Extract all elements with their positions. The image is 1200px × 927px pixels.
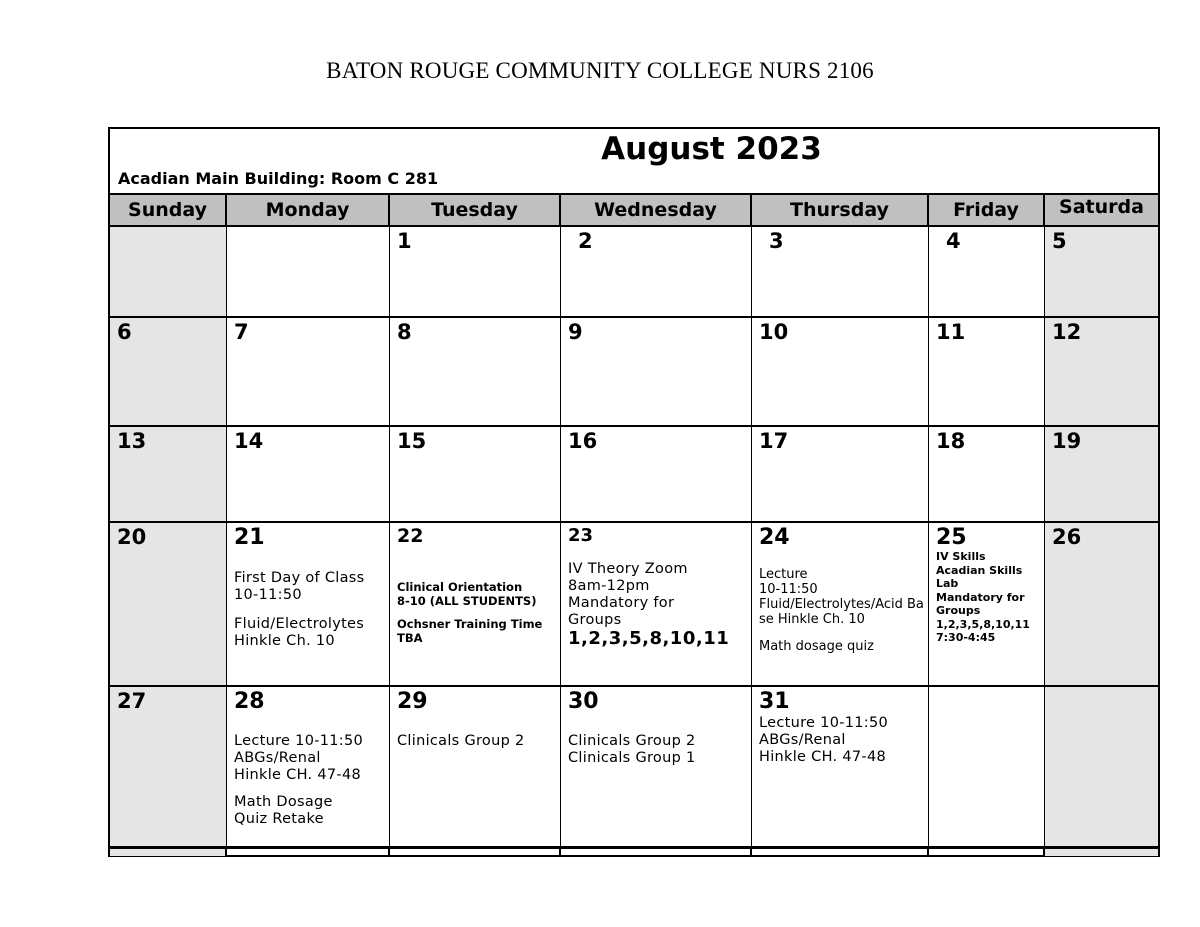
weekday-tuesday: Tuesday: [390, 195, 561, 227]
day-number: 20: [117, 525, 147, 549]
day-cell-aug-10: [752, 318, 929, 427]
event-line: Hinkle CH. 47-48: [759, 749, 887, 765]
day-cell-aug-16: [561, 427, 752, 523]
day-cell-aug-3: [752, 227, 929, 318]
day-events: [936, 550, 1040, 645]
day-number: 15: [397, 429, 427, 453]
day-cell-aug-26: [1045, 523, 1158, 687]
strip-segment: [390, 849, 561, 856]
day-cell-empty: [1045, 687, 1158, 848]
day-number: 21: [234, 525, 265, 550]
day-cell-empty: [110, 227, 227, 318]
event-line: First Day of Class: [234, 570, 365, 586]
day-number: 2: [578, 229, 593, 253]
day-number: 30: [568, 689, 599, 714]
day-number: 9: [568, 320, 583, 344]
day-number: 4: [946, 229, 961, 253]
location-label: Acadian Main Building: Room C 281: [118, 169, 439, 188]
day-cell-aug-12: [1045, 318, 1158, 427]
day-number: 11: [936, 320, 966, 344]
day-events: [234, 570, 385, 650]
weekday-friday: Friday: [929, 195, 1045, 227]
day-cell-aug-15: [390, 427, 561, 523]
strip-segment: [752, 849, 929, 856]
calendar-header: [110, 129, 1158, 195]
day-cell-empty: [929, 687, 1045, 848]
day-number: 6: [117, 320, 132, 344]
day-number: 19: [1052, 429, 1082, 453]
event-line: Lecture: [759, 567, 808, 582]
event-line: 8-10 (ALL STUDENTS): [397, 594, 537, 608]
day-cell-aug-31: [752, 687, 929, 848]
event-line: ABGs/Renal: [234, 750, 321, 766]
weekday-monday: Monday: [227, 195, 390, 227]
day-number: 28: [234, 689, 265, 714]
day-number: 27: [117, 689, 147, 713]
day-cell-aug-7: [227, 318, 390, 427]
day-number: 10: [759, 320, 789, 344]
event-line: Hinkle Ch. 10: [234, 633, 335, 649]
day-cell-aug-17: [752, 427, 929, 523]
event-line: Fluid/Electrolytes: [234, 616, 365, 632]
event-line: Math Dosage Quiz Retake: [234, 794, 333, 827]
day-cell-aug-5: [1045, 227, 1158, 318]
strip-segment: [561, 849, 752, 856]
table-bottom-strip: [110, 848, 1158, 856]
strip-segment: [227, 849, 390, 856]
day-events: [759, 567, 924, 654]
event-line: Acadian Skills: [936, 563, 1023, 577]
day-number: 24: [759, 525, 790, 550]
day-cell-aug-25: [929, 523, 1045, 687]
event-line: TBA: [397, 631, 423, 645]
event-line: 8am-12pm: [568, 578, 650, 594]
event-line: Math dosage quiz: [759, 639, 874, 654]
day-cell-aug-21: [227, 523, 390, 687]
event-line: 1,2,3,5,8,10,11: [568, 628, 730, 649]
day-number: 18: [936, 429, 966, 453]
event-line: Groups: [936, 604, 981, 617]
weekday-saturday: Saturda: [1045, 195, 1158, 227]
day-cell-aug-14: [227, 427, 390, 523]
event-line: Hinkle CH. 47-48: [234, 767, 362, 783]
day-number: 22: [397, 525, 424, 547]
day-cell-aug-4: [929, 227, 1045, 318]
day-number: 26: [1052, 525, 1082, 549]
calendar-table: [108, 127, 1160, 857]
day-number: 25: [936, 525, 967, 550]
weekday-sunday: Sunday: [110, 195, 227, 227]
day-cell-aug-23: [561, 523, 752, 687]
day-cell-aug-2: [561, 227, 752, 318]
event-line: Mandatory for: [568, 595, 675, 611]
day-number: 7: [234, 320, 249, 344]
day-number: 13: [117, 429, 147, 453]
day-cell-aug-9: [561, 318, 752, 427]
day-cell-aug-29: [390, 687, 561, 848]
event-line: 7:30-4:45: [936, 631, 996, 644]
day-events: [397, 580, 556, 645]
day-events: [397, 733, 556, 750]
strip-segment: [110, 849, 227, 856]
day-cell-aug-18: [929, 427, 1045, 523]
event-line: IV Skills: [936, 550, 986, 563]
document-title: BATON ROUGE COMMUNITY COLLEGE NURS 2106: [326, 58, 874, 83]
day-number: 3: [769, 229, 784, 253]
day-number: 8: [397, 320, 412, 344]
day-number: 12: [1052, 320, 1082, 344]
day-events: [234, 733, 385, 828]
day-cell-aug-20: [110, 523, 227, 687]
event-line: Fluid/Electrolytes/Acid Base Hinkle Ch. 10: [759, 597, 924, 627]
strip-segment: [929, 849, 1045, 856]
event-line: ABGs/Renal: [759, 732, 846, 748]
day-cell-aug-1: [390, 227, 561, 318]
strip-segment: [1045, 849, 1158, 856]
day-cell-aug-22: [390, 523, 561, 687]
day-number: 14: [234, 429, 264, 453]
day-cell-aug-27: [110, 687, 227, 848]
day-number: 17: [759, 429, 789, 453]
event-line: IV Theory Zoom: [568, 561, 688, 577]
event-line: 10-11:50: [234, 587, 302, 603]
day-cell-empty: [227, 227, 390, 318]
day-cell-aug-11: [929, 318, 1045, 427]
event-line: 1,2,3,5,8,10,11: [936, 617, 1030, 631]
event-line: Lecture 10-11:50: [234, 733, 364, 749]
event-line: Lecture 10-11:50: [759, 715, 889, 731]
event-line: Clinicals Group 1: [568, 750, 696, 766]
day-cell-aug-24: [752, 523, 929, 687]
day-number: 1: [397, 229, 412, 253]
event-line: Mandatory for: [936, 590, 1025, 604]
day-events: [568, 733, 747, 767]
day-events: [568, 561, 747, 649]
event-line: Groups: [568, 612, 622, 628]
day-cell-aug-19: [1045, 427, 1158, 523]
event-line: Clinicals Group 2: [568, 733, 696, 749]
event-line: Lab: [936, 577, 959, 590]
event-line: Clinical Orientation: [397, 580, 523, 594]
event-line: Clinicals Group 2: [397, 733, 525, 749]
weekday-wednesday: Wednesday: [561, 195, 752, 227]
day-number: 23: [568, 525, 594, 546]
month-title: August 2023: [601, 131, 822, 167]
day-number: 31: [759, 689, 790, 714]
weekday-thursday: Thursday: [752, 195, 929, 227]
day-events: [759, 715, 924, 766]
day-cell-aug-13: [110, 427, 227, 523]
day-cell-aug-8: [390, 318, 561, 427]
day-cell-aug-28: [227, 687, 390, 848]
day-cell-aug-30: [561, 687, 752, 848]
day-number: 16: [568, 429, 598, 453]
day-number: 5: [1052, 229, 1067, 253]
day-number: 29: [397, 689, 428, 714]
event-line: Ochsner Training Time: [397, 617, 543, 631]
day-cell-aug-6: [110, 318, 227, 427]
event-line: 10-11:50: [759, 582, 818, 597]
